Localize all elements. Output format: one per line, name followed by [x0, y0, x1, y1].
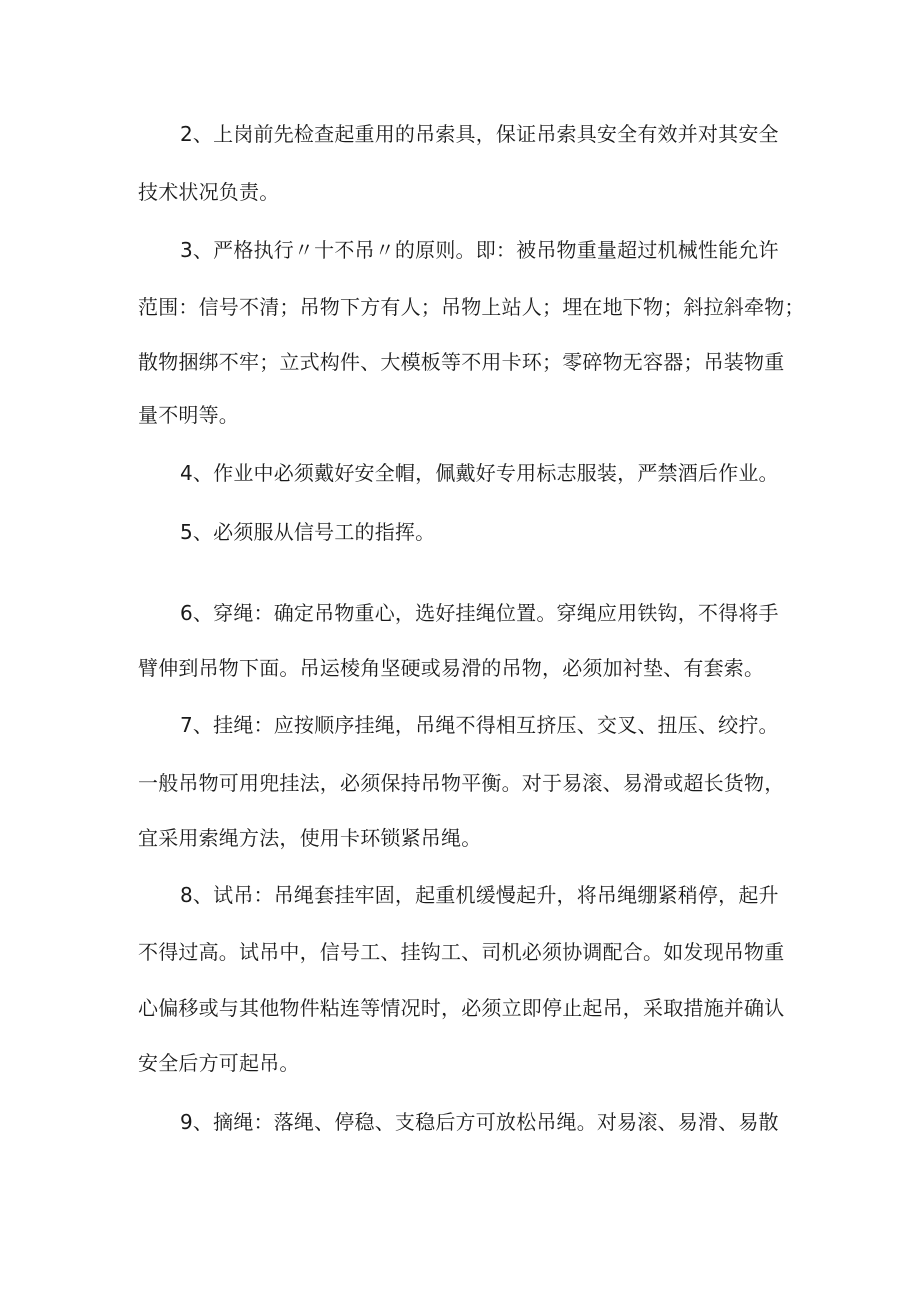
- paragraph-8-line-4: 安全后方可起吊。: [138, 1051, 300, 1075]
- paragraph-2-line-2: 技术状况负责。: [138, 180, 280, 204]
- paragraph-7-line-2: 一般吊物可用兜挂法，必须保持吊物平衡。对于易滚、易滑或超长货物，: [138, 771, 785, 795]
- paragraph-9-line-1: 9、摘绳：落绳、停稳、支稳后方可放松吊绳。对易滚、易滑、易散: [180, 1110, 779, 1134]
- paragraph-3-line-4: 量不明等。: [138, 403, 239, 427]
- paragraph-8-line-3: 心偏移或与其他物件粘连等情况时，必须立即停止起吊，采取措施并确认: [138, 996, 785, 1020]
- paragraph-7-line-1: 7、挂绳：应按顺序挂绳，吊绳不得相互挤压、交叉、扭压、绞拧。: [180, 713, 779, 737]
- paragraph-5-line-1: 5、必须服从信号工的指挥。: [180, 520, 436, 544]
- paragraph-2-line-1: 2、上岗前先检查起重用的吊索具，保证吊索具安全有效并对其安全: [180, 122, 779, 146]
- paragraph-6-line-1: 6、穿绳：确定吊物重心，选好挂绳位置。穿绳应用铁钩，不得将手: [180, 601, 779, 625]
- paragraph-7-line-3: 宜采用索绳方法，使用卡环锁紧吊绳。: [138, 826, 482, 850]
- paragraph-8-line-1: 8、试吊：吊绳套挂牢固，起重机缓慢起升，将吊绳绷紧稍停，起升: [180, 883, 779, 907]
- paragraph-3-line-1: 3、严格执行〃十不吊〃的原则。即：被吊物重量超过机械性能允许: [180, 238, 779, 262]
- paragraph-8-line-2: 不得过高。试吊中，信号工、挂钩工、司机必须协调配合。如发现吊物重: [138, 940, 785, 964]
- paragraph-3-line-2: 范围：信号不清；吊物下方有人；吊物上站人；埋在地下物；斜拉斜牵物；: [138, 295, 805, 319]
- paragraph-3-line-3: 散物捆绑不牢；立式构件、大模板等不用卡环；零碎物无容器；吊装物重: [138, 350, 785, 374]
- paragraph-4-line-1: 4、作业中必须戴好安全帽，佩戴好专用标志服装，严禁酒后作业。: [180, 461, 779, 485]
- paragraph-6-line-2: 臂伸到吊物下面。吊运棱角坚硬或易滑的吊物，必须加衬垫、有套索。: [138, 656, 765, 680]
